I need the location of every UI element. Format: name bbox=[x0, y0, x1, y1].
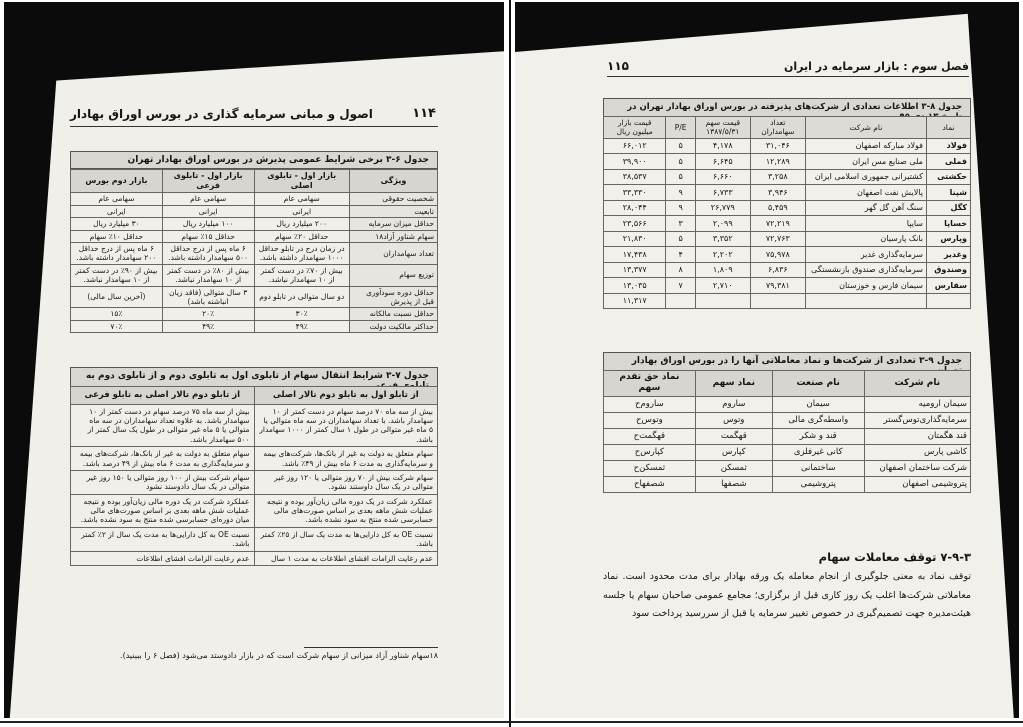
table-cell: در زمان درج در تابلو حداقل ۱۰۰۰ سهامدار داشته باشد. bbox=[254, 243, 349, 265]
table-cell: ۳ سال متوالی (فاقد زیان انباشته باشد) bbox=[162, 286, 254, 308]
table-row bbox=[71, 447, 438, 471]
table-cell: ۲,۷۱۰ bbox=[695, 278, 750, 294]
table-cell: توزیع سهام bbox=[349, 264, 437, 286]
table-cell: ۱۳,۰۳۵ bbox=[604, 278, 666, 294]
column-header: ویژگی bbox=[349, 170, 437, 193]
table-cell: قهگمت‌ح bbox=[604, 428, 696, 444]
table-cell: ۳۱,۰۴۶ bbox=[750, 138, 805, 154]
column-header: نماد سهم bbox=[695, 371, 772, 397]
table-cell: (آخرین سال مالی) bbox=[71, 286, 163, 308]
table-cell: ۴ bbox=[666, 247, 695, 263]
table-cell: ۶,۸۳۶ bbox=[750, 262, 805, 278]
table-cell: ۱۷,۴۳۸ bbox=[604, 247, 666, 263]
table-cell: ۵ bbox=[666, 169, 695, 185]
table-cell: ۳۰٪ bbox=[254, 308, 349, 321]
table-cell: پالایش نفت اصفهان bbox=[805, 185, 926, 201]
table-row bbox=[604, 154, 971, 170]
table-cell: بیش از سه ماه ۷۰ درصد سهام در دست کمتر از ۱۰ سهامدار باشد. با تعداد سهامداران در سه ماه متوالی یا ۵ ماه غیر متوالی در طول ۱ سال کمتر از ۱۰۰۰ سهامدار باشد. bbox=[254, 404, 438, 447]
table-cell: واسطه‌گری مالی bbox=[772, 412, 864, 428]
table-cell: ایرانی bbox=[162, 205, 254, 218]
table-cell: ۲,۰۹۹ bbox=[695, 216, 750, 232]
column-header: نماد bbox=[926, 117, 970, 139]
table-cell: عملکرد شرکت در یک دوره مالی زیان‌آور بوده و نتیجه عملیات شش ماهه بعدی بر اساس صورت‌های مالی حسابرسی شده منتج به سود نشده باشد. bbox=[254, 494, 438, 527]
table-row bbox=[604, 216, 971, 232]
table-cell: ۷۵,۹۷۸ bbox=[750, 247, 805, 263]
table-cell: سرمایه‌گذاری غدیر bbox=[805, 247, 926, 263]
table-header-row bbox=[71, 387, 438, 405]
table-cell bbox=[695, 293, 750, 309]
table-row bbox=[604, 476, 971, 492]
table-row bbox=[71, 470, 438, 494]
table-row bbox=[71, 286, 438, 308]
table-cell bbox=[805, 293, 926, 309]
table-cell: ۲۱,۸۳۰ bbox=[604, 231, 666, 247]
table-cell: سرمایه‌گذاری صندوق بازنشستگی bbox=[805, 262, 926, 278]
table-cell: سنگ آهن گل گهر bbox=[805, 200, 926, 216]
table-cell: وتوس‌ح bbox=[604, 412, 696, 428]
table-cell: ۵ bbox=[666, 231, 695, 247]
table-cell: قند و شکر bbox=[772, 428, 864, 444]
column-header: قیمت سهم ۱۳۸۷/۵/۳۱ bbox=[695, 117, 750, 139]
column-header: تعداد سهامداران bbox=[750, 117, 805, 139]
table-row bbox=[604, 412, 971, 428]
table-cell: فولاد bbox=[926, 138, 970, 154]
table-cell: قهگمت bbox=[695, 428, 772, 444]
scan-shadow-right bbox=[967, 2, 1019, 718]
table-cell: سهام متعلق به دولت به غیر از بانک‌ها، شرکت‌های بیمه و سرمایه‌گذاری به مدت ۶ ماه بیش از ۴۹٪ باشد. bbox=[254, 447, 438, 471]
table-cell: حداقل نسبت مالکانه bbox=[349, 308, 437, 321]
table-cell: فملی bbox=[926, 154, 970, 170]
table-cell: کانی غیرفلزی bbox=[772, 444, 864, 460]
table-cell: سهامی عام bbox=[254, 193, 349, 206]
table-cell: ۳۹,۹۰۰ bbox=[604, 154, 666, 170]
table-cell: ۲۸,۰۴۴ bbox=[604, 200, 666, 216]
table-row bbox=[71, 527, 438, 551]
table-row bbox=[604, 247, 971, 263]
table-cell: حداقل دوره سودآوری قبل از پذیرش bbox=[349, 286, 437, 308]
table-row bbox=[71, 230, 438, 243]
table-cell: عدم رعایت الزامات افشای اطلاعات به مدت ۱ سال bbox=[254, 551, 438, 565]
table-cell: کپارس bbox=[695, 444, 772, 460]
table-cell: بیش از ۸۰٪ در دست کمتر از ۱۰ سهامدار نباشد. bbox=[162, 264, 254, 286]
scan-shadow-top bbox=[4, 2, 504, 84]
table-cell: حداقل ۱۵٪ سهام bbox=[162, 230, 254, 243]
table-row bbox=[71, 494, 438, 527]
table-row bbox=[604, 396, 971, 412]
table-cell: ۲۰۰ میلیارد ریال bbox=[254, 218, 349, 231]
column-header: بازار اول - تابلوی اصلی bbox=[254, 170, 349, 193]
right-page bbox=[515, 2, 1019, 718]
table-cell: شخصیت حقوقی bbox=[349, 193, 437, 206]
table-cell: تابعیت bbox=[349, 205, 437, 218]
table-cell: حداقل میزان سرمایه bbox=[349, 218, 437, 231]
table-cell: ۷۲,۲۱۹ bbox=[750, 216, 805, 232]
section-title: ۷-۹-۳ توقف معاملات سهام bbox=[818, 550, 971, 564]
table-cell: سهام شناور آزاد۱۸ bbox=[349, 230, 437, 243]
table-cell: شصفها‌ح bbox=[604, 476, 696, 492]
table-row bbox=[71, 404, 438, 447]
table-cell: وغدیر bbox=[926, 247, 970, 263]
table-cell: سیمان فارس و خوزستان bbox=[805, 278, 926, 294]
table-cell: سهامی عام bbox=[71, 193, 163, 206]
table-cell bbox=[666, 293, 695, 309]
table-cell: عملکرد شرکت در یک دوره مالی زیان‌آور بوده و نتیجه عملیات شش ماهه بعدی بر اساس صورت‌های مالی میان دوره‌ای حسابرسی شده منتج به سود نشده باشد. bbox=[71, 494, 255, 527]
column-header: از تابلو دوم تالار اصلی به تابلو فرعی bbox=[71, 387, 255, 405]
table-cell: ۷۲,۷۶۳ bbox=[750, 231, 805, 247]
table-cell bbox=[750, 293, 805, 309]
table-row bbox=[604, 138, 971, 154]
table-cell: ساختمانی bbox=[772, 460, 864, 476]
table-header-row bbox=[604, 371, 971, 397]
column-header: نام شرکت bbox=[864, 371, 970, 397]
table-cell: ۲۶,۷۷۹ bbox=[695, 200, 750, 216]
page-number: ۱۱۴ bbox=[412, 106, 436, 121]
table-cell: ساروم‌ح bbox=[604, 396, 696, 412]
column-header: از تابلو اول به تابلو دوم تالار اصلی bbox=[254, 387, 438, 405]
table-cell: کاشی پارس bbox=[864, 444, 970, 460]
table-cell: ایرانی bbox=[254, 205, 349, 218]
column-header: بازار دوم بورس bbox=[71, 170, 163, 193]
table7 bbox=[70, 386, 438, 566]
table-cell: بیش از سه ماه ۷۵ درصد سهام در دست کمتر از ۱۰ سهامدار باشد. به علاوه تعداد سهامداران در سه ماه متوالی یا ۵ ماه غیر متوالی در طول یک سال کمتر از ۵۰۰ سهامدار باشد. bbox=[71, 404, 255, 447]
table-cell: وتوس bbox=[695, 412, 772, 428]
left-page-header bbox=[70, 106, 436, 121]
table-cell: ۶ ماه پس از درج حداقل ۵۰۰ سهامدار داشته باشد. bbox=[162, 243, 254, 265]
table-cell: وصندوق bbox=[926, 262, 970, 278]
table-cell: سیمان ارومیه bbox=[864, 396, 970, 412]
right-page-header bbox=[607, 59, 969, 73]
page-number: ۱۱۵ bbox=[607, 59, 629, 73]
table-cell: ۵ bbox=[666, 154, 695, 170]
table-row bbox=[604, 262, 971, 278]
table-row bbox=[604, 185, 971, 201]
table-cell: ۲,۲۰۲ bbox=[695, 247, 750, 263]
table-cell: سهام شرکت بیش از ۷۰ روز متوالی یا ۱۲۰ روز غیر متوالی در یک سال داوستند نشود. bbox=[254, 470, 438, 494]
table-cell: ۷ bbox=[666, 278, 695, 294]
table-cell: ۲۳,۵۶۶ bbox=[604, 216, 666, 232]
running-header: فصل سوم : بازار سرمایه در ایران bbox=[784, 59, 969, 73]
table-row bbox=[604, 169, 971, 185]
bottom-edge bbox=[0, 721, 1023, 723]
table-cell: ۳۸,۵۳۷ bbox=[604, 169, 666, 185]
footnote: ۱۸سهام شناور آزاد میزانی از سهام شرکت است که در بازار دادوستد می‌شود (فصل ۶ را ببینید). bbox=[120, 651, 438, 660]
scan-shadow-left bbox=[4, 2, 62, 718]
table-cell: ۱۳,۳۷۷ bbox=[604, 262, 666, 278]
table-cell: سرمایه‌گذاری‌توس‌گستر bbox=[864, 412, 970, 428]
table-cell: بیش از ۹۰٪ در دست کمتر از ۱۰ سهامدار نباشد. bbox=[71, 264, 163, 286]
table-cell: ۹ bbox=[666, 185, 695, 201]
table-cell: ثمسکن bbox=[695, 460, 772, 476]
table-row bbox=[71, 205, 438, 218]
table-cell: عدم رعایت الزامات افشای اطلاعات bbox=[71, 551, 255, 565]
table-cell: ۷۰٪ bbox=[71, 320, 163, 333]
table-cell: ۶,۶۴۵ bbox=[695, 154, 750, 170]
table8-caption: جدول ۸-۳ اطلاعات تعدادی از شرکت‌های پذیرفته در بورس اوراق بهادار تهران در bbox=[603, 98, 971, 126]
table-cell: حداقل ۱۰٪ سهام bbox=[71, 230, 163, 243]
column-header: بازار اول - تابلوی فرعی bbox=[162, 170, 254, 193]
table-row bbox=[71, 320, 438, 333]
table-cell: بیش از ۷۰٪ در دست کمتر از ۱۰ سهامدار نباشد. bbox=[254, 264, 349, 286]
table-cell: قند هگمتان bbox=[864, 428, 970, 444]
table-cell: ۴,۱۷۸ bbox=[695, 138, 750, 154]
table-row bbox=[71, 551, 438, 565]
spine-divider bbox=[509, 0, 511, 727]
table-cell: خساپا bbox=[926, 216, 970, 232]
table-cell: سهام متعلق به دولت به غیر از بانک‌ها، شرکت‌های بیمه و سرمایه‌گذاری به مدت ۶ ماه بیش از ۴۹ درصد باشد. bbox=[71, 447, 255, 471]
table-row bbox=[71, 308, 438, 321]
table-row bbox=[71, 264, 438, 286]
table-cell: شپنا bbox=[926, 185, 970, 201]
table-cell: کپارس‌ح bbox=[604, 444, 696, 460]
table-cell: فولاد مبارکه اصفهان bbox=[805, 138, 926, 154]
table-cell: ۳۳,۳۳۰ bbox=[604, 185, 666, 201]
body-paragraph: توقف نماد به معنی جلوگیری از انجام معامله یک ورقه بهادار برای مدت محدود است. نماد معاملاتی شرکت‌ها اغلب یک روز کاری قبل از برگزاری؛ مجامع عمومی صاحبان سهام یا جلسه هیئت‌مدیره جهت تصمیم‌گیری در خصوص تغییر سرمایه یا قبل از سررسید پرداخت سود bbox=[603, 571, 971, 620]
table-cell: کشتیرانی جمهوری اسلامی ایران bbox=[805, 169, 926, 185]
table-row bbox=[604, 231, 971, 247]
table-cell: ۵,۴۵۹ bbox=[750, 200, 805, 216]
table-cell: سفارس bbox=[926, 278, 970, 294]
table-cell: ملی صنایع مس ایران bbox=[805, 154, 926, 170]
table-cell: بانک پارسیان bbox=[805, 231, 926, 247]
table-row bbox=[604, 293, 971, 309]
table-cell: ۱۱,۳۱۷ bbox=[604, 293, 666, 309]
table6-caption: جدول ۶-۳ برخی شرایط عمومی پذیرش در بورس اوراق بهادار تهران bbox=[70, 151, 438, 169]
table-cell: ۱,۸۰۹ bbox=[695, 262, 750, 278]
table-cell: ۳۰ میلیارد ریال bbox=[71, 218, 163, 231]
table-cell: حداکثر مالکیت دولت bbox=[349, 320, 437, 333]
table-row bbox=[71, 243, 438, 265]
table-cell: شرکت ساختمان اصفهان bbox=[864, 460, 970, 476]
column-header: نام شرکت bbox=[805, 117, 926, 139]
table-header-row bbox=[604, 117, 971, 139]
table-cell: ۶,۶۶۰ bbox=[695, 169, 750, 185]
table-row bbox=[71, 218, 438, 231]
table-row bbox=[71, 193, 438, 206]
table-cell: ۵ bbox=[666, 138, 695, 154]
column-header: P/E bbox=[666, 117, 695, 139]
table-row bbox=[604, 460, 971, 476]
table-cell: ۳,۳۵۲ bbox=[695, 231, 750, 247]
column-header: نماد حق تقدم سهم bbox=[604, 371, 696, 397]
scan-shadow-top bbox=[515, 2, 1019, 52]
table-cell: ۳ bbox=[666, 216, 695, 232]
column-header: نام صنعت bbox=[772, 371, 864, 397]
table-header-row bbox=[71, 170, 438, 193]
table-cell: تعداد سهامداران bbox=[349, 243, 437, 265]
table-cell: ۱۵٪ bbox=[71, 308, 163, 321]
table-row bbox=[604, 428, 971, 444]
table-cell: ۴۹٪ bbox=[162, 320, 254, 333]
table-cell: پتروشیمی bbox=[772, 476, 864, 492]
table-cell: ایرانی bbox=[71, 205, 163, 218]
table-cell: ۶ ماه پس از درج حداقل ۲۰۰ سهامدار داشته باشد. bbox=[71, 243, 163, 265]
table-cell: کگل bbox=[926, 200, 970, 216]
column-header: قیمت بازار میلیون ریال bbox=[604, 117, 666, 139]
table-cell: سهامی عام bbox=[162, 193, 254, 206]
running-header: اصول و مبانی سرمایه گذاری در بورس اوراق بهادار bbox=[70, 106, 373, 121]
left-page bbox=[4, 2, 504, 718]
table-row bbox=[604, 444, 971, 460]
table-cell: ۴۹٪ bbox=[254, 320, 349, 333]
table-cell: ۸ bbox=[666, 262, 695, 278]
table-row bbox=[604, 278, 971, 294]
table-cell: پتروشیمی اصفهان bbox=[864, 476, 970, 492]
table9 bbox=[603, 370, 971, 493]
table-cell: ساروم bbox=[695, 396, 772, 412]
table-cell: وپارس bbox=[926, 231, 970, 247]
table-cell: دو سال متوالی در تابلو دوم bbox=[254, 286, 349, 308]
table-cell: نسبت OE به کل دارایی‌ها به مدت یک سال از ۲٪ کمتر باشد. bbox=[71, 527, 255, 551]
table-cell: سایپا bbox=[805, 216, 926, 232]
table-cell: ۳,۲۵۸ bbox=[750, 169, 805, 185]
table9-caption: جدول ۹-۳ تعدادی از شرکت‌ها و نماد معاملاتی آنها را در بورس اوراق بهادار bbox=[603, 352, 971, 380]
table-cell: ۶,۷۳۳ bbox=[695, 185, 750, 201]
table-cell: ۱۰۰ میلیارد ریال bbox=[162, 218, 254, 231]
table-row bbox=[604, 200, 971, 216]
table-cell: ثمسکن‌ح bbox=[604, 460, 696, 476]
table-cell: ۹ bbox=[666, 200, 695, 216]
table-cell bbox=[926, 293, 970, 309]
table-cell: سیمان bbox=[772, 396, 864, 412]
table8 bbox=[603, 116, 971, 309]
table-cell: نسبت OE به کل دارایی‌ها به مدت یک سال از ۲۵٪ کمتر باشد. bbox=[254, 527, 438, 551]
table-cell: حکشتی bbox=[926, 169, 970, 185]
table6 bbox=[70, 169, 438, 333]
table7-caption: جدول ۷-۳ شرایط انتقال سهام از تابلوی اول به تابلوی دوم و از تابلوی دوم به bbox=[70, 367, 438, 395]
table-cell: ۷۹,۳۸۱ bbox=[750, 278, 805, 294]
table-cell: شصفها bbox=[695, 476, 772, 492]
table-cell: ۶۶,۰۱۲ bbox=[604, 138, 666, 154]
table-cell: ۲۰٪ bbox=[162, 308, 254, 321]
table-cell: ۳,۹۴۶ bbox=[750, 185, 805, 201]
table-cell: حداقل ۲۰٪ سهام bbox=[254, 230, 349, 243]
table-cell: سهام شرکت بیش از ۱۰۰ روز متوالی یا ۱۵۰ روز غیر متوالی در یک سال دادوستد نشود bbox=[71, 470, 255, 494]
table-cell: ۱۲,۲۸۹ bbox=[750, 154, 805, 170]
